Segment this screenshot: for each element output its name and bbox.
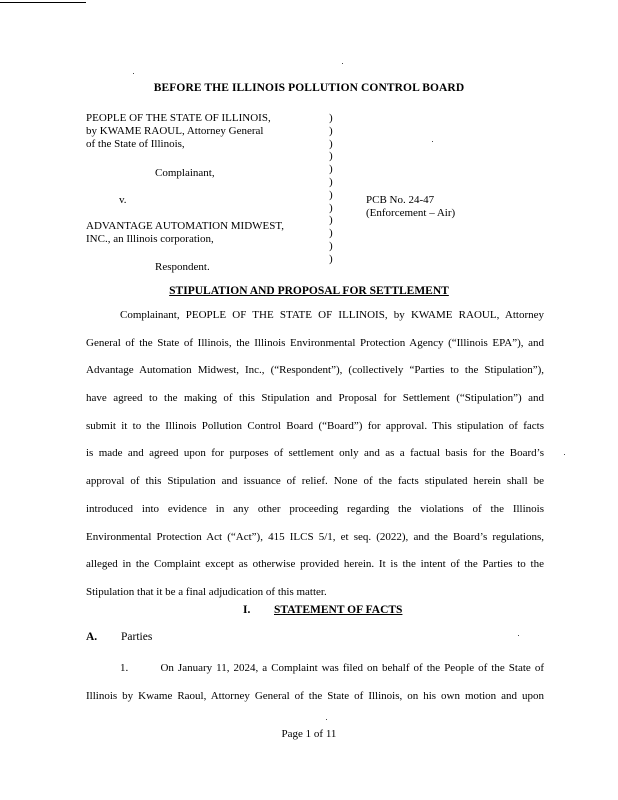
intro-line: Environmental Protection Act (“Act”), 415 ILCS 5/1, et seq. (2022), and the Board’s regulations, — [86, 530, 544, 543]
scan-speck — [342, 63, 343, 64]
para1-line: 1. On January 11, 2024, a Complaint was filed on behalf of the People of the State of — [120, 662, 544, 674]
paren: ) — [329, 239, 333, 252]
page-footer: Page 1 of 11 — [281, 728, 337, 740]
intro-line: approval of this Stipulation and issuance of relief. None of the facts stipulated herein shall be — [86, 475, 544, 488]
complainant-line-3: of the State of Illinois, — [86, 138, 185, 150]
respondent-line-1: ADVANTAGE AUTOMATION MIDWEST, — [86, 220, 285, 232]
paren: ) — [329, 124, 333, 137]
intro-line: submit it to the Illinois Pollution Control Board (“Board”) for approval. This stipulation of facts — [86, 419, 544, 432]
respondent-label: Respondent. — [155, 261, 210, 273]
complainant-line-1: PEOPLE OF THE STATE OF ILLINOIS, — [86, 112, 271, 124]
intro-line: Complainant, PEOPLE OF THE STATE OF ILLINOIS, by KWAME RAOUL, Attorney — [120, 309, 544, 321]
stipulation-heading: STIPULATION AND PROPOSAL FOR SETTLEMENT — [169, 285, 449, 297]
section-number: I. — [243, 604, 251, 616]
scan-speck — [518, 635, 519, 636]
intro-line: alleged in the Complaint except as otherwise provided herein. It is the intent of the Parties to the — [86, 558, 544, 571]
complainant-label: Complainant, — [155, 167, 215, 179]
complainant-line-2: by KWAME RAOUL, Attorney General — [86, 125, 264, 137]
intro-line: have agreed to the making of this Stipulation and Proposal for Settlement (“Stipulation”) and — [86, 392, 544, 405]
case-number: PCB No. 24-47 — [366, 194, 435, 206]
scan-speck — [326, 719, 327, 720]
intro-paragraph — [86, 302, 544, 607]
scan-speck — [133, 73, 134, 74]
intro-line: Advantage Automation Midwest, Inc., (“Respondent”), (collectively “Parties to the Stipulation”), — [86, 364, 544, 377]
scan-speck — [432, 141, 433, 142]
paren: ) — [329, 137, 333, 150]
intro-line: General of the State of Illinois, the Illinois Environmental Protection Agency (“Illinois EPA”), and — [86, 336, 544, 349]
versus: v. — [119, 194, 127, 206]
document-title: BEFORE THE ILLINOIS POLLUTION CONTROL BOARD — [153, 82, 465, 94]
caption-paren-column — [329, 112, 337, 266]
paren: ) — [329, 175, 333, 188]
subsection-letter: A. — [86, 631, 98, 643]
paren: ) — [329, 163, 333, 176]
respondent-line-2: INC., an Illinois corporation, — [86, 233, 214, 245]
top-rule — [0, 2, 86, 3]
paren: ) — [329, 188, 333, 201]
case-type: (Enforcement – Air) — [366, 207, 456, 219]
paren: ) — [329, 252, 333, 265]
paren: ) — [329, 150, 333, 163]
scan-speck — [564, 454, 565, 455]
paren: ) — [329, 214, 333, 227]
paren: ) — [329, 112, 333, 124]
intro-line: Stipulation that it be a final adjudication of this matter. — [86, 585, 327, 598]
intro-line: is made and agreed upon for purposes of settlement only and as a factual basis for the Board’s — [86, 447, 544, 460]
paren: ) — [329, 201, 333, 214]
paragraph-1 — [86, 655, 544, 710]
para1-line: Illinois by Kwame Raoul, Attorney General of the State of Illinois, on his own motion and upon — [86, 689, 544, 702]
subsection-title: Parties — [121, 631, 153, 643]
section-title: STATEMENT OF FACTS — [274, 604, 403, 616]
intro-line: introduced into evidence in any other proceeding regarding the violations of the Illinois — [86, 502, 544, 515]
paren: ) — [329, 227, 333, 240]
